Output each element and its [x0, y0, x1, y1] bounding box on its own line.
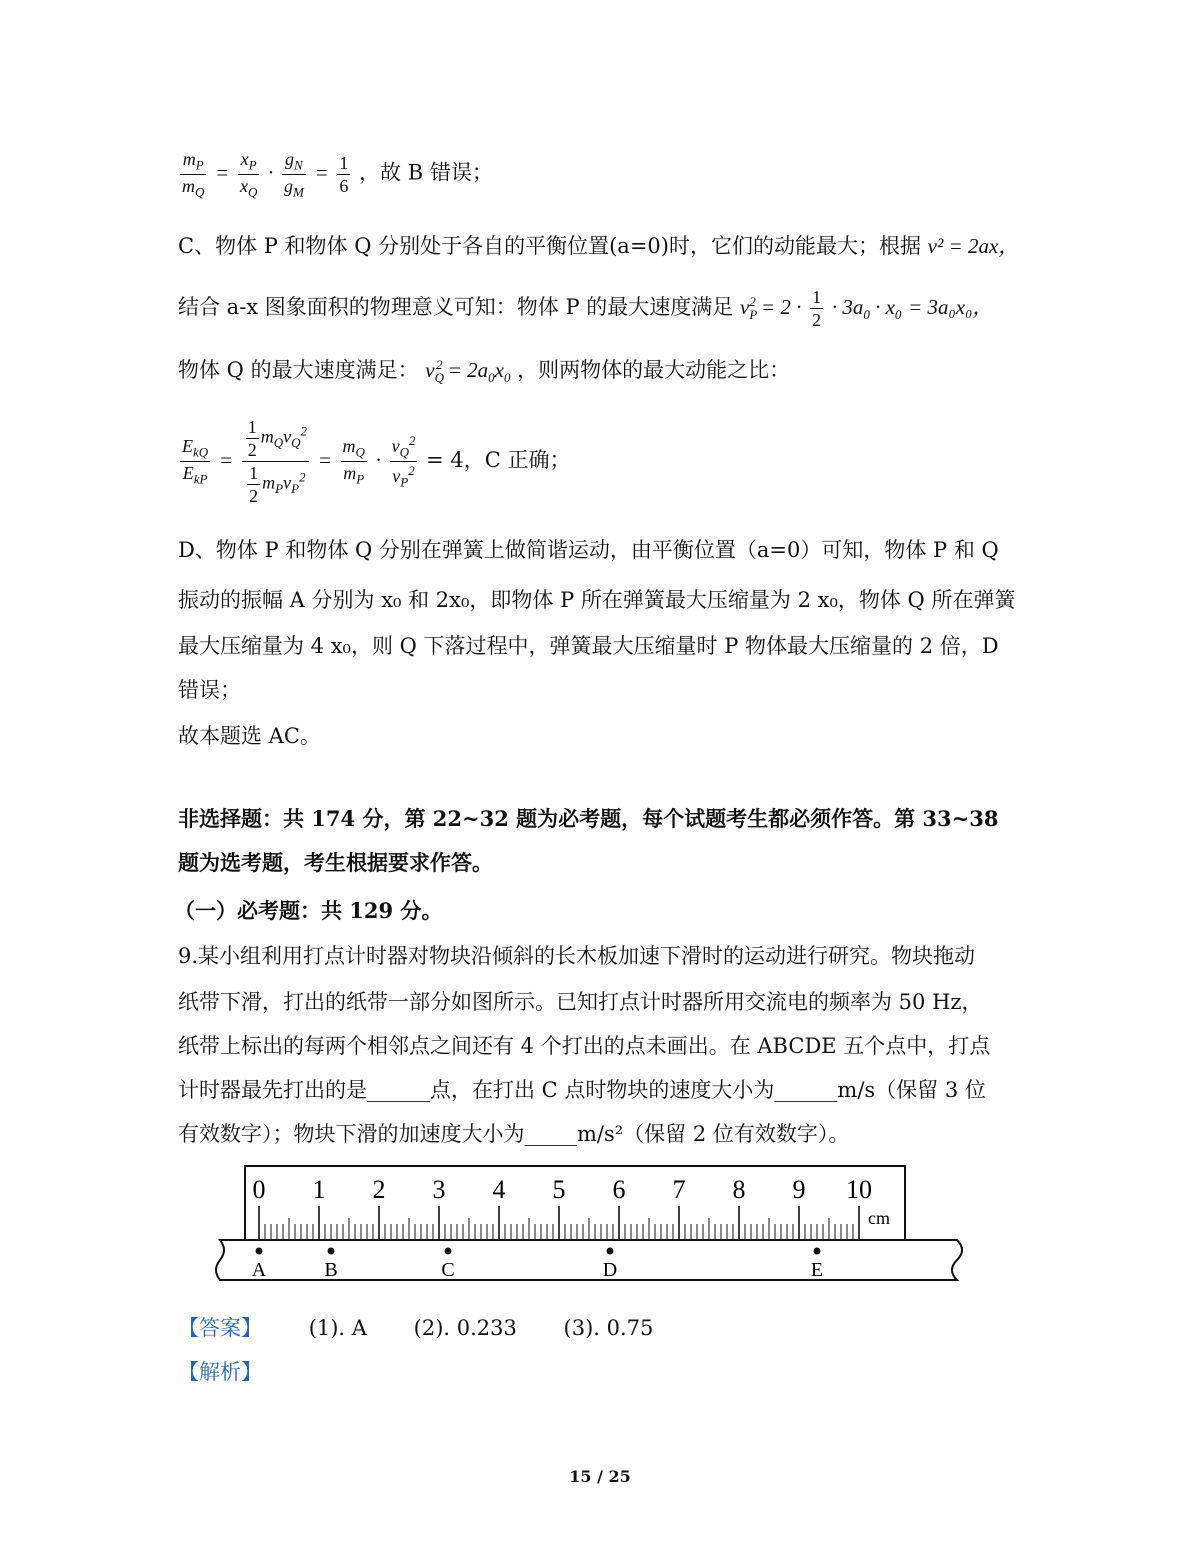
- half-fraction: $\frac{1}{2}$: [812, 287, 822, 330]
- vq-equation: $v_Q^2 = 2a_0x_0$: [425, 357, 511, 386]
- question-line1: 9.某小组利用打点计时器对物块沿倾斜的长木板加速下滑时的运动进行研究。物块拖动: [178, 944, 976, 968]
- section-subheader: （一）必考题：共 129 分。: [174, 898, 443, 923]
- ruler-tick-label: 2: [372, 1175, 386, 1204]
- option-c-conclusion: = 4，C 正确；: [426, 448, 571, 472]
- g-ratio-fraction: $\frac{g_N}{g_M}$: [283, 149, 304, 200]
- kinetic-energy-ratio: $\frac{E_{kQ}}{E_{kP}}$ = $\frac{1}{2}$ $m_Qv_Q^2$ $\frac{1}{2}$ $m_Pv_P^2$ = $\frac{m_Q}{m_P}$ · $\frac{v_Q^2}{v_P^2}$ = 4，C 正确；: [182, 417, 571, 506]
- tape-point-c: [445, 1248, 452, 1255]
- question-line3: 纸带上标出的每两个相邻点之间还有 4 个打出的点未画出。在 ABCDE 五个点中，打点: [178, 1034, 991, 1058]
- answer-item-2: (2). 0.233: [413, 1316, 517, 1340]
- page-number: 15 / 25: [569, 1467, 631, 1486]
- tape-point-label: E: [810, 1259, 824, 1281]
- section-header-line1: 非选择题：共 174 分，第 22~32 题为必考题，每个试题考生都必须作答。第 33~38: [178, 806, 999, 831]
- summary-line: 故本题选 AC。: [178, 724, 321, 748]
- ruler-tick-label: 8: [732, 1175, 746, 1204]
- ruler-tick-label: 9: [792, 1175, 806, 1204]
- tape-point-label: A: [251, 1259, 267, 1281]
- ruler-body: [245, 1166, 905, 1240]
- kinematic-equation: v² = 2ax，: [927, 234, 1020, 258]
- x-ratio-fraction: $\frac{x_P}{x_Q}$: [239, 149, 258, 200]
- mass-ratio-fraction: $\frac{m_P}{m_Q}$: [182, 149, 205, 200]
- option-b-line: $\frac{m_P}{m_Q}$ = $\frac{x_P}{x_Q}$ · $\frac{g_N}{g_M}$ = $\frac{1}{6}$ ，故 B 错误；: [182, 149, 493, 200]
- question-line5: 有效数字）；物块下滑的加速度大小为_____m/s²（保留 2 位有效数字）。: [178, 1122, 850, 1146]
- option-c-line3: 物体 Q 的最大速度满足： $v_Q^2 = 2a_0x_0$ ，则两物体的最大动能之比：: [178, 357, 791, 386]
- answer-item-3: (3). 0.75: [563, 1316, 654, 1340]
- option-d-line1: D、物体 P 和物体 Q 分别在弹簧上做简谐运动，由平衡位置（a=0）可知，物体 P 和 Q: [178, 538, 999, 562]
- option-b-conclusion: ，故 B 错误；: [359, 160, 493, 185]
- vp-equation: $v_P^2 = 2$ ·: [739, 294, 802, 323]
- ruler-tick-label: 1: [312, 1175, 326, 1204]
- ruler-tick-label: 3: [432, 1175, 446, 1204]
- analysis-tag: 【解析】: [178, 1360, 262, 1384]
- tape-point-label: B: [324, 1259, 338, 1281]
- question-line4: 计时器最先打出的是______点，在打出 C 点时物块的速度大小为______m/s（保留 3 位: [178, 1078, 986, 1102]
- answer-tag: 【答案】: [178, 1316, 262, 1340]
- ruler-tick-label: 5: [552, 1175, 566, 1204]
- answer-line: [178, 1318, 653, 1339]
- tape-point-a: [256, 1248, 263, 1255]
- section-header-line2: 题为选考题，考生根据要求作答。: [178, 850, 493, 875]
- ruler-tick-label: 6: [612, 1175, 626, 1204]
- question-line2: 纸带下滑，打出的纸带一部分如图所示。已知打点计时器所用交流电的频率为 50 Hz，: [178, 990, 983, 1014]
- ruler-tick-label: 10: [846, 1175, 872, 1204]
- tape-point-d: [607, 1248, 614, 1255]
- one-sixth-fraction: $\frac{1}{6}$: [339, 152, 349, 196]
- tape-point-label: C: [441, 1259, 455, 1281]
- option-d-line4: 错误；: [178, 678, 241, 702]
- tape-point-b: [328, 1248, 335, 1255]
- ruler-tick-label: 0: [252, 1175, 266, 1204]
- option-c-line1: C、物体 P 和物体 Q 分别处于各自的平衡位置(a=0)时，它们的动能最大；根据 v² = 2ax，: [178, 234, 1020, 258]
- option-d-line3: 最大压缩量为 4 x₀，则 Q 下落过程中，弹簧最大压缩量时 P 物体最大压缩量的 2 倍，D: [178, 634, 999, 658]
- tape-point-label: D: [602, 1259, 618, 1281]
- ruler-tick-label: 7: [672, 1175, 686, 1204]
- tape-point-e: [814, 1248, 821, 1255]
- ruler-tick-label: 4: [492, 1175, 506, 1204]
- ruler-tape-figure: [212, 1160, 972, 1300]
- option-d-line2: 振动的振幅 A 分别为 x₀ 和 2x₀，即物体 P 所在弹簧最大压缩量为 2 x₀，物体 Q 所在弹簧: [178, 588, 1016, 612]
- option-c-line2: 结合 a-x 图象面积的物理意义可知：物体 P 的最大速度满足 $v_P^2 = 2$ · $\frac{1}{2}$ · $3a_0 \cdot x_0 = 3a_0x_0$，: [178, 287, 994, 330]
- ruler-unit-label: cm: [868, 1208, 890, 1228]
- answer-item-1: (1). A: [308, 1316, 367, 1340]
